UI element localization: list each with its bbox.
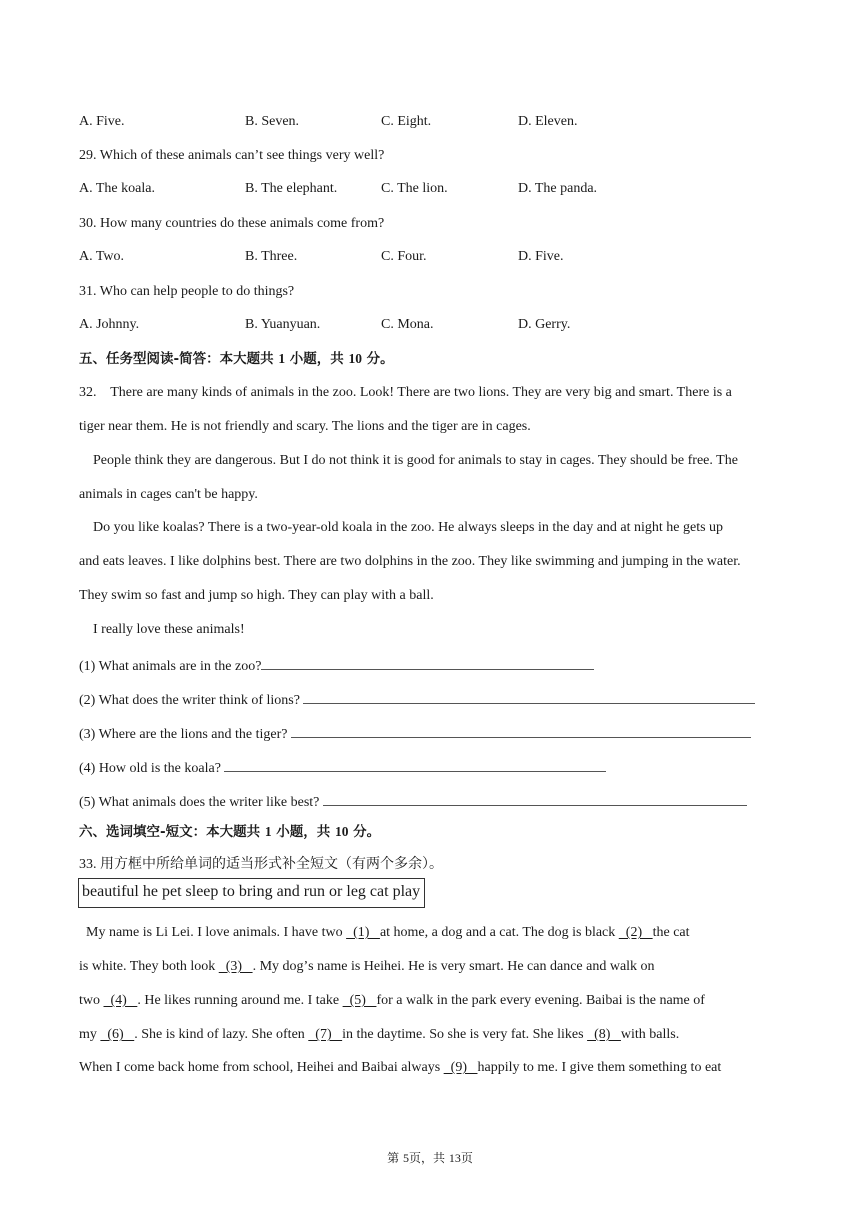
passage-line: and eats leaves. I like dolphins best. There are two dolphins in the zoo. They like swimming and jumping in the water. — [79, 554, 741, 569]
q29-option-a: A. The koala. — [79, 181, 155, 196]
q29-question: 29. Which of these animals canʼt see things very well? — [79, 148, 385, 163]
cloze-line-3: two (4) . He likes running around me. I take (5) for a walk in the park every evening. Baibai is the name of — [79, 993, 705, 1008]
blank-4[interactable]: (4) — [103, 993, 138, 1008]
q29-option-d: D. The panda. — [518, 181, 598, 196]
q30-option-b: B. Three. — [245, 249, 298, 264]
word-box: beautiful he pet sleep to bring and run or leg cat play — [78, 878, 425, 908]
cloze-line-4: my (6) . She is kind of lazy. She often (7) in the daytime. So she is very fat. She likes (8) with balls. — [79, 1027, 680, 1042]
q32-subquestion-2: (2) What does the writer think of lions? — [79, 689, 755, 710]
q31-option-b: B. Yuanyuan. — [245, 317, 321, 332]
passage-line: They swim so fast and jump so high. They can play with a ball. — [79, 588, 434, 603]
q32-subquestion-4: (4) How old is the koala? — [79, 757, 606, 778]
q29-option-b: B. The elephant. — [245, 181, 338, 196]
q31-option-a: A. Johnny. — [79, 317, 140, 332]
blank-9[interactable]: (9) — [443, 1060, 478, 1075]
blank-7[interactable]: (7) — [308, 1027, 343, 1042]
q29-option-c: C. The lion. — [381, 181, 448, 196]
passage-line: 32. There are many kinds of animals in the zoo. Look! There are two lions. They are very big and smart. There is a — [79, 385, 732, 400]
section5-heading: 五、任务型阅读-简答：本大题共 1 小题，共 10 分。 — [79, 351, 394, 367]
page-footer: 第 5页，共 13页 — [387, 1151, 473, 1165]
q31-question: 31. Who can help people to do things? — [79, 284, 295, 299]
answer-blank[interactable] — [224, 757, 606, 772]
passage-line: I really love these animals! — [79, 622, 245, 637]
passage-line: tiger near them. He is not friendly and scary. The lions and the tiger are in cages. — [79, 419, 531, 434]
q30-option-d: D. Five. — [518, 249, 564, 264]
q28-option-c: C. Eight. — [381, 114, 432, 129]
q32-subquestion-1: (1) What animals are in the zoo? — [79, 655, 594, 676]
answer-blank[interactable] — [261, 655, 594, 670]
section6-heading: 六、选词填空-短文：本大题共 1 小题，共 10 分。 — [79, 824, 381, 840]
blank-6[interactable]: (6) — [100, 1027, 135, 1042]
q28-option-b: B. Seven. — [245, 114, 300, 129]
cloze-line-2: is white. They both look (3) . My dogʼs name is Heihei. He is very smart. He can dance and walk on — [79, 959, 655, 974]
q28-option-d: D. Eleven. — [518, 114, 578, 129]
q28-option-a: A. Five. — [79, 114, 125, 129]
q33-instruction: 33. 用方框中所给单词的适当形式补全短文（有两个多余）。 — [79, 857, 443, 872]
passage-line: animals in cages can't be happy. — [79, 487, 258, 502]
q30-question: 30. How many countries do these animals come from? — [79, 216, 385, 231]
passage-line: Do you like koalas? There is a two-year-old koala in the zoo. He always sleeps in the day and at night he gets up — [79, 520, 724, 535]
blank-1[interactable]: (1) — [346, 925, 380, 940]
cloze-line-5: When I come back home from school, Heihei and Baibai always (9) happily to me. I give them something to eat — [79, 1060, 722, 1075]
answer-blank[interactable] — [291, 723, 751, 738]
q32-subquestion-5: (5) What animals does the writer like best? — [79, 791, 747, 812]
q32-subquestion-3: (3) Where are the lions and the tiger? — [79, 723, 751, 744]
q30-option-c: C. Four. — [381, 249, 427, 264]
q31-option-d: D. Gerry. — [518, 317, 571, 332]
blank-3[interactable]: (3) — [218, 959, 253, 974]
blank-8[interactable]: (8) — [587, 1027, 621, 1042]
cloze-line-1: My name is Li Lei. I love animals. I have two (1) at home, a dog and a cat. The dog is black (2) the cat — [79, 925, 690, 940]
passage-line: People think they are dangerous. But I do not think it is good for animals to stay in cages. They should be free. The — [79, 453, 738, 468]
answer-blank[interactable] — [303, 689, 755, 704]
blank-2[interactable]: (2) — [618, 925, 653, 940]
q30-option-a: A. Two. — [79, 249, 125, 264]
answer-blank[interactable] — [323, 791, 747, 806]
blank-5[interactable]: (5) — [342, 993, 377, 1008]
q31-option-c: C. Mona. — [381, 317, 434, 332]
